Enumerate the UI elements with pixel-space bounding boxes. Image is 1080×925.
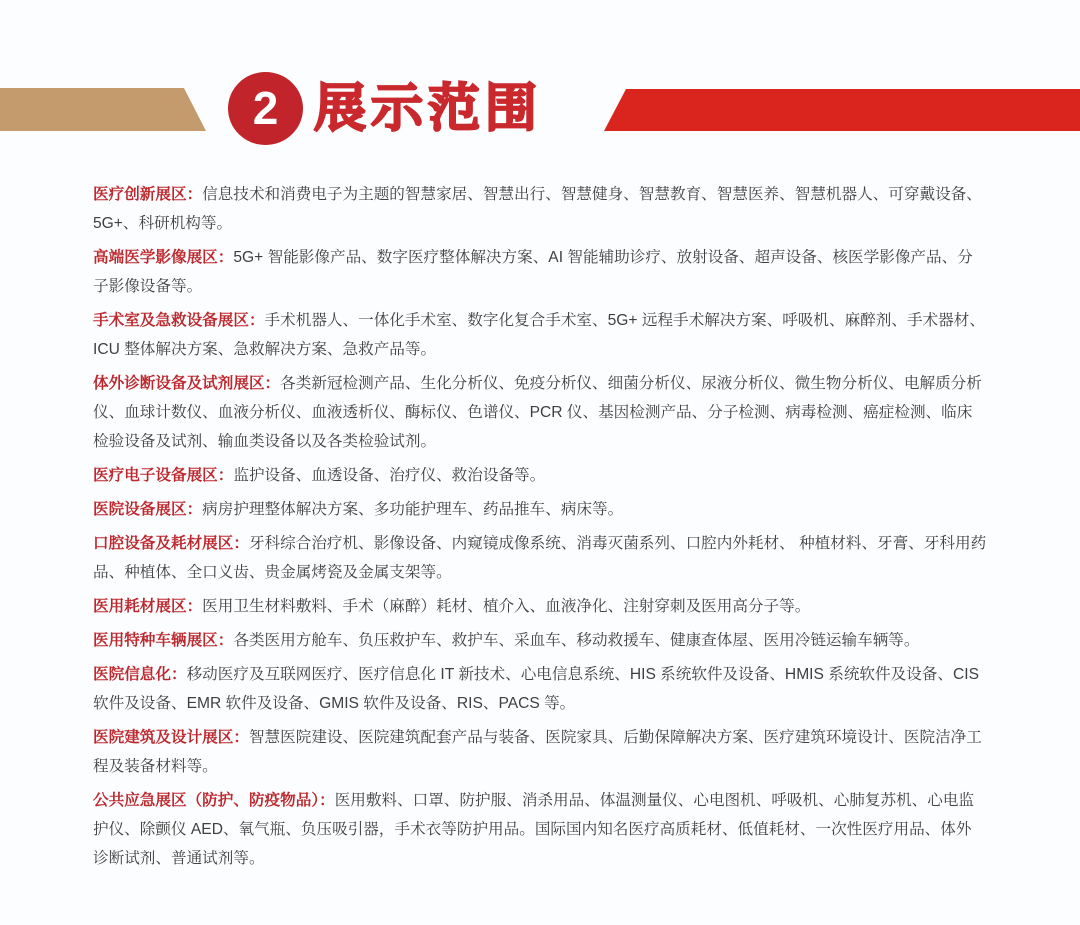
section-text: 医用敷料、口罩、防护服、消杀用品、体温测量仪、心电图机、呼吸机、心肺复苏机、心电监护仪、除颤仪 AED、氧气瓶、负压吸引器，手术衣等防护用品。国际国内知名医疗高质耗材、低值耗材、一次性医疗用品、体外诊断试剂、普通试剂等。 — [93, 792, 975, 867]
tan-accent-band — [0, 88, 206, 131]
section-paragraph — [93, 495, 987, 524]
section-paragraph — [93, 461, 987, 490]
section-paragraph — [93, 786, 987, 873]
section-text: 5G+ 智能影像产品、数字医疗整体解决方案、AI 智能辅助诊疗、放射设备、超声设备、核医学影像产品、分子影像设备等。 — [93, 249, 973, 295]
section-text: 信息技术和消费电子为主题的智慧家居、智慧出行、智慧健身、智慧教育、智慧医养、智慧机器人、可穿戴设备、5G+、科研机构等。 — [93, 186, 982, 232]
section-label: 医疗创新展区： — [93, 186, 203, 203]
section-text: 各类医用方舱车、负压救护车、救护车、采血车、移动救援车、健康查体屋、医用冷链运输车辆等。 — [233, 632, 920, 649]
page-title: 展示范围 — [314, 80, 543, 138]
section-text: 智慧医院建设、医院建筑配套产品与装备、医院家具、后勤保障解决方案、医疗建筑环境设计、医院洁净工程及装备材料等。 — [93, 729, 982, 775]
section-text: 各类新冠检测产品、生化分析仪、免疫分析仪、细菌分析仪、尿液分析仪、微生物分析仪、电解质分析仪、血球计数仪、血液分析仪、血液透析仪、酶标仪、色谱仪、PCR 仪、基因检测产品、分子检测、病毒检测、癌症检测、临床检验设备及试剂、输血类设备以及各类检验试剂。 — [93, 375, 982, 450]
section-paragraph — [93, 180, 987, 238]
section-paragraph — [93, 626, 987, 655]
section-label: 公共应急展区（防护、防疫物品）： — [93, 792, 335, 809]
section-label: 高端医学影像展区： — [93, 249, 234, 266]
section-text: 手术机器人、一体化手术室、数字化复合手术室、5G+ 远程手术解决方案、呼吸机、麻醉剂、手术器材、ICU 整体解决方案、急救解决方案、急救产品等。 — [93, 312, 985, 358]
section-text: 移动医疗及互联网医疗、医疗信息化 IT 新技术、心电信息系统、HIS 系统软件及设备、HMIS 系统软件及设备、CIS 软件及设备、EMR 软件及设备、GMIS 软件及设备、RIS、PACS 等。 — [93, 666, 979, 712]
section-number: 2 — [252, 81, 279, 134]
section-paragraph — [93, 660, 987, 718]
sections-list — [93, 180, 987, 878]
section-paragraph — [93, 529, 987, 587]
header — [0, 0, 1080, 170]
section-text: 病房护理整体解决方案、多功能护理车、药品推车、病床等。 — [202, 501, 624, 518]
section-text: 牙科综合治疗机、影像设备、内窥镜成像系统、消毒灭菌系列、口腔内外耗材、 种植材料、牙膏、牙科用药品、种植体、全口义齿、贵金属烤瓷及金属支架等。 — [93, 535, 987, 581]
section-label: 医疗电子设备展区： — [93, 467, 234, 484]
section-label: 医院建筑及设计展区： — [93, 729, 249, 746]
red-banner-accent — [604, 89, 1080, 131]
section-label: 医院信息化： — [93, 666, 187, 683]
section-number-badge — [228, 72, 303, 145]
section-paragraph — [93, 592, 987, 621]
section-label: 体外诊断设备及试剂展区： — [93, 375, 281, 392]
section-label: 医用耗材展区： — [93, 598, 203, 615]
section-label: 医用特种车辆展区： — [93, 632, 234, 649]
section-text: 监护设备、血透设备、治疗仪、救治设备等。 — [233, 467, 546, 484]
section-label: 手术室及急救设备展区： — [93, 312, 265, 329]
section-label: 口腔设备及耗材展区： — [93, 535, 249, 552]
section-paragraph — [93, 723, 987, 781]
section-text: 医用卫生材料敷料、手术（麻醉）耗材、植介入、血液净化、注射穿刺及医用高分子等。 — [202, 598, 811, 615]
section-paragraph — [93, 243, 987, 301]
section-paragraph — [93, 306, 987, 364]
section-paragraph — [93, 369, 987, 456]
section-label: 医院设备展区： — [93, 501, 203, 518]
